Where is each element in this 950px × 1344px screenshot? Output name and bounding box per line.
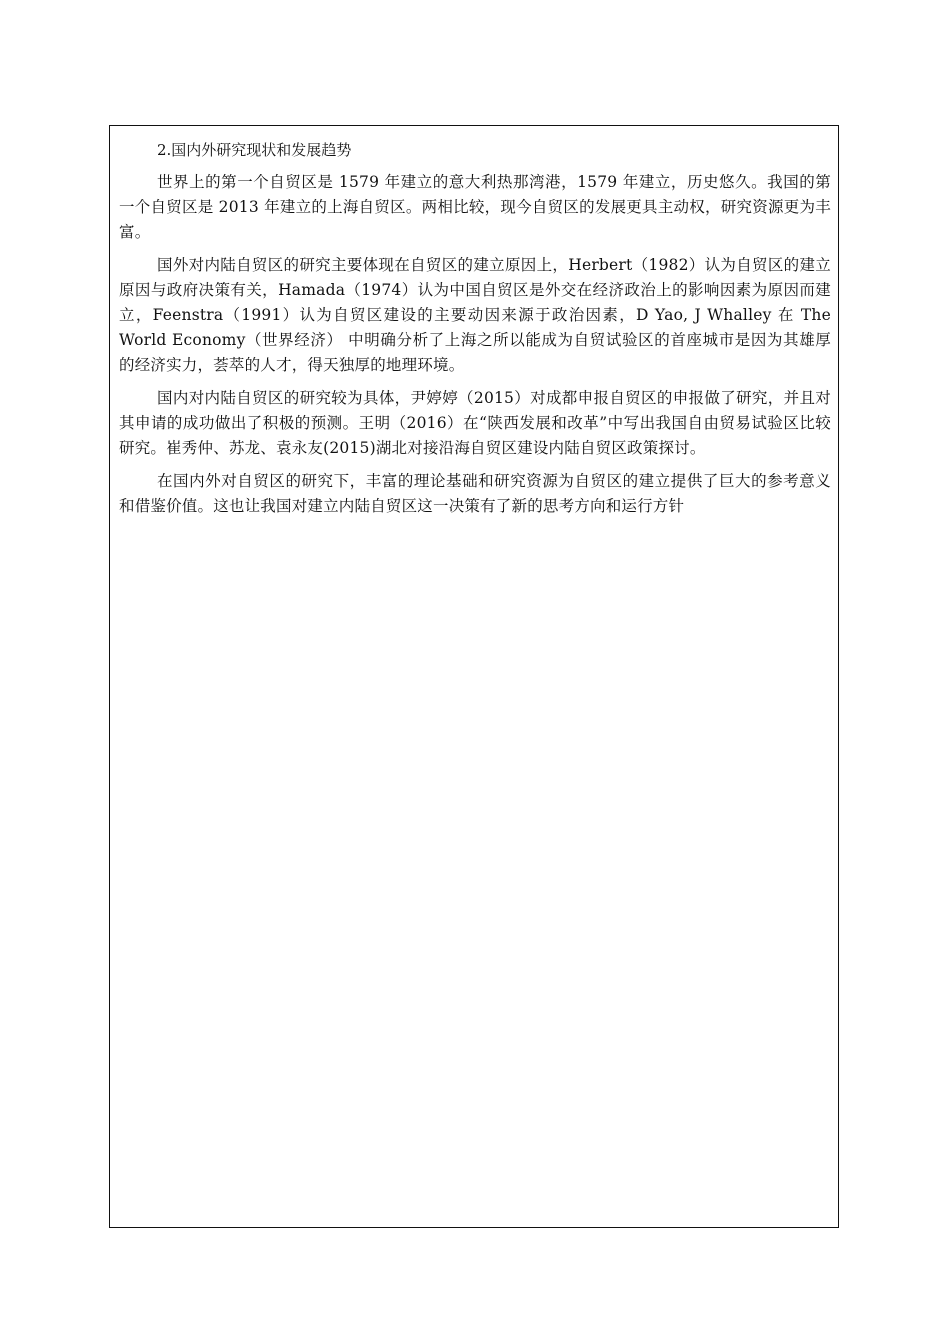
section-heading: 2.国内外研究现状和发展趋势 xyxy=(157,141,352,159)
paragraph-first-ftz: 世界上的第一个自贸区是 1579 年建立的意大利热那湾港，1579 年建立，历史悠久。我国的第一个自贸区是 2013 年建立的上海自贸区。两相比较，现今自贸区的发展更具主动权，研究资源更为丰富。 xyxy=(119,173,831,241)
paragraph-foreign-research: 国外对内陆自贸区的研究主要体现在自贸区的建立原因上，Herbert（1982）认为自贸区的建立原因与政府决策有关，Hamada（1974）认为中国自贸区是外交在经济政治上的影响因素为原因而建立，Feenstra（1991）认为自贸区建设的主要动因来源于政治因素，D Yao, J Whalley 在 The World Economy（世界经济） 中明确分析了上海之所以能成为自贸试验区的首座城市是因为其雄厚的经济实力，荟萃的人才，得天独厚的地理环境。 xyxy=(119,256,831,374)
document-body xyxy=(119,138,831,527)
paragraph-conclusion: 在国内外对自贸区的研究下，丰富的理论基础和研究资源为自贸区的建立提供了巨大的参考意义和借鉴价值。这也让我国对建立内陆自贸区这一决策有了新的思考方向和运行方针 xyxy=(119,472,831,515)
paragraph-domestic-research: 国内对内陆自贸区的研究较为具体，尹婷婷（2015）对成都申报自贸区的申报做了研究，并且对其申请的成功做出了积极的预测。王明（2016）在“陕西发展和改革”中写出我国自由贸易试验区比较研究。崔秀仲、苏龙、袁永友(2015)湖北对接沿海自贸区建设内陆自贸区政策探讨。 xyxy=(119,389,831,457)
